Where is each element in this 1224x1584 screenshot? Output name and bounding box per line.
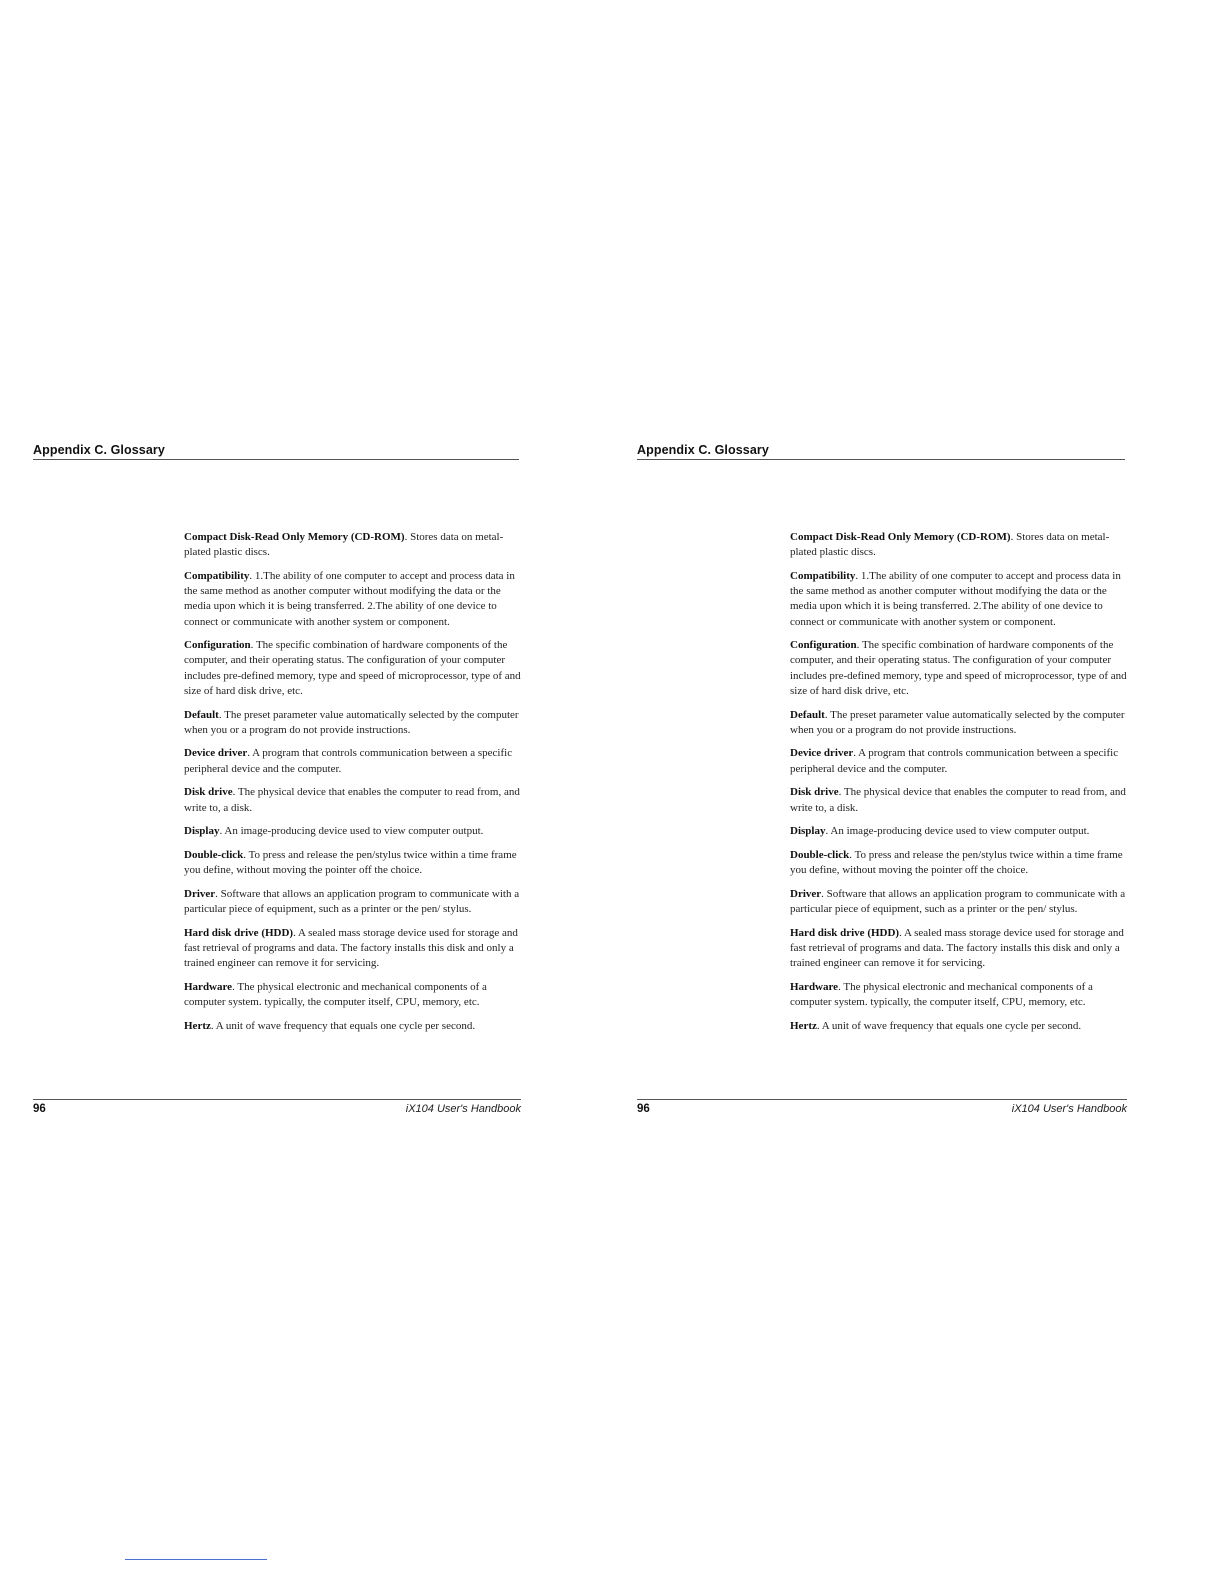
glossary-definition: The physical device that enables the computer to read from, and write to, a disk. xyxy=(184,786,520,814)
glossary-term: Hardware xyxy=(790,980,839,993)
glossary-term: Default xyxy=(184,708,219,721)
glossary-definition: The specific combination of hardware components of the computer, and their operating status. The configuration of your computer includes pre-defined memory, type and speed of microprocessor, type of and size of hard disk drive, etc. xyxy=(790,639,1127,697)
glossary-entry: Hardware. The physical electronic and mechanical components of a computer system. typically, the computer itself, CPU, memory, etc. xyxy=(184,980,487,1009)
glossary-term: Driver xyxy=(184,887,216,900)
glossary-term: Disk drive xyxy=(184,786,233,799)
glossary-definition: The specific combination of hardware components of the computer, and their operating status. The configuration of your computer includes pre-defined memory, type and speed of microprocessor, type of and size of hard disk drive, etc. xyxy=(184,639,521,697)
glossary-definition: An image-producing device used to view computer output. xyxy=(830,825,1090,838)
glossary-term: Double-click xyxy=(184,848,244,861)
glossary-list xyxy=(790,530,1128,1042)
page-number: 96 xyxy=(637,1103,650,1115)
glossary-term: Default xyxy=(790,708,825,721)
glossary-entry: Driver. Software that allows an application program to communicate with a particular piece of equipment, such as a printer or the pen/ stylus. xyxy=(184,887,520,916)
glossary-definition: The physical device that enables the computer to read from, and write to, a disk. xyxy=(790,786,1126,814)
glossary-definition: 1.The ability of one computer to accept and process data in the same method as another computer without modifying the data or the media upon which it is being transferred. 2.The ability of one device to connect or communicate with another system or component. xyxy=(790,569,1121,628)
glossary-definition: To press and release the pen/stylus twice within a time frame you define, without moving the pointer off the choice. xyxy=(790,848,1123,877)
glossary-list xyxy=(184,530,522,1042)
glossary-definition: A sealed mass storage device used for storage and fast retrieval of programs and data. The factory installs this disk and only a trained engineer can remove it for servicing. xyxy=(790,926,1124,970)
glossary-term: Hardware xyxy=(184,980,233,993)
glossary-entry: Disk drive. The physical device that enables the computer to read from, and write to, a disk. xyxy=(790,786,1126,814)
glossary-definition: An image-producing device used to view computer output. xyxy=(224,825,484,838)
glossary-definition: A program that controls communication between a specific peripheral device and the computer. xyxy=(184,747,513,775)
page-right xyxy=(605,0,1165,1584)
glossary-entry: Configuration. The specific combination of hardware components of the computer, and their operating status. The configuration of your computer includes pre-defined memory, type and speed of microprocessor, type of and size of hard disk drive, etc. xyxy=(790,639,1127,697)
glossary-term: Hard disk drive (HDD) xyxy=(184,926,294,939)
glossary-definition: Software that allows an application program to communicate with a particular piece of equipment, such as a printer or the pen/ stylus. xyxy=(184,887,520,916)
glossary-entry: Hertz. A unit of wave frequency that equals one cycle per second. xyxy=(184,1019,476,1032)
glossary-entry: Double-click. To press and release the pen/stylus twice within a time frame you define, without moving the pointer off the choice. xyxy=(184,848,517,877)
header-rule xyxy=(637,459,1125,460)
glossary-definition: Stores data on metal-plated plastic discs. xyxy=(184,531,504,559)
glossary-entry: Hard disk drive (HDD). A sealed mass storage device used for storage and fast retrieval of programs and data. The factory installs this disk and only a trained engineer can remove it for servicing. xyxy=(184,926,518,970)
glossary-entry: Display. An image-producing device used to view computer output. xyxy=(790,825,1090,838)
glossary-term: Disk drive xyxy=(790,786,839,799)
glossary-entry: Disk drive. The physical device that enables the computer to read from, and write to, a disk. xyxy=(184,786,520,814)
glossary-term: Hertz xyxy=(790,1019,817,1032)
book-title: iX104 User's Handbook xyxy=(1011,1103,1127,1115)
glossary-definition: The physical electronic and mechanical components of a computer system. typically, the computer itself, CPU, memory, etc. xyxy=(790,980,1093,1009)
glossary-definition: 1.The ability of one computer to accept and process data in the same method as another computer without modifying the data or the media upon which it is being transferred. 2.The ability of one device to connect or communicate with another system or component. xyxy=(184,569,515,628)
glossary-term: Display xyxy=(184,825,220,838)
glossary-entry: Device driver. A program that controls communication between a specific peripheral device and the computer. xyxy=(184,747,513,775)
glossary-entry: Driver. Software that allows an application program to communicate with a particular piece of equipment, such as a printer or the pen/ stylus. xyxy=(790,887,1126,916)
glossary-entry: Double-click. To press and release the pen/stylus twice within a time frame you define, without moving the pointer off the choice. xyxy=(790,848,1123,877)
glossary-entry: Hertz. A unit of wave frequency that equals one cycle per second. xyxy=(790,1019,1082,1032)
glossary-term: Compact Disk-Read Only Memory (CD-ROM) xyxy=(790,531,1011,543)
glossary-definition: Software that allows an application program to communicate with a particular piece of equipment, such as a printer or the pen/ stylus. xyxy=(790,887,1126,916)
glossary-definition: A program that controls communication between a specific peripheral device and the computer. xyxy=(790,747,1119,775)
glossary-definition: The preset parameter value automatically selected by the computer when you or a program do not provide instructions. xyxy=(184,708,519,736)
glossary-entry: Hardware. The physical electronic and mechanical components of a computer system. typically, the computer itself, CPU, memory, etc. xyxy=(790,980,1093,1009)
glossary-entry: Compact Disk-Read Only Memory (CD-ROM). Stores data on metal-plated plastic discs. xyxy=(184,531,504,559)
footer-rule xyxy=(637,1099,1127,1100)
page-number: 96 xyxy=(33,1103,46,1115)
header-rule xyxy=(33,459,519,460)
glossary-definition: To press and release the pen/stylus twice within a time frame you define, without moving the pointer off the choice. xyxy=(184,848,517,877)
glossary-term: Configuration xyxy=(184,639,251,652)
glossary-term: Device driver xyxy=(184,747,248,760)
glossary-entry: Configuration. The specific combination of hardware components of the computer, and their operating status. The configuration of your computer includes pre-defined memory, type and speed of microprocessor, type of and size of hard disk drive, etc. xyxy=(184,639,521,697)
glossary-term: Double-click xyxy=(790,848,850,861)
glossary-entry: Default. The preset parameter value automatically selected by the computer when you or a program do not provide instructions. xyxy=(790,708,1125,736)
footer-rule xyxy=(33,1099,521,1100)
glossary-term: Device driver xyxy=(790,747,854,760)
glossary-term: Compatibility xyxy=(790,569,856,582)
book-title: iX104 User's Handbook xyxy=(405,1103,521,1115)
glossary-definition: A unit of wave frequency that equals one cycle per second. xyxy=(215,1019,476,1032)
glossary-entry: Device driver. A program that controls communication between a specific peripheral device and the computer. xyxy=(790,747,1119,775)
link-underline xyxy=(125,1559,267,1560)
glossary-term: Compatibility xyxy=(184,569,250,582)
glossary-term: Compact Disk-Read Only Memory (CD-ROM) xyxy=(184,531,405,543)
glossary-entry: Compact Disk-Read Only Memory (CD-ROM). Stores data on metal-plated plastic discs. xyxy=(790,531,1110,559)
glossary-term: Configuration xyxy=(790,639,857,652)
glossary-definition: A sealed mass storage device used for storage and fast retrieval of programs and data. The factory installs this disk and only a trained engineer can remove it for servicing. xyxy=(184,926,518,970)
glossary-term: Hertz xyxy=(184,1019,211,1032)
glossary-definition: Stores data on metal-plated plastic discs. xyxy=(790,531,1110,559)
glossary-term: Driver xyxy=(790,887,822,900)
glossary-term: Display xyxy=(790,825,826,838)
header-title: Appendix C. Glossary xyxy=(637,443,769,457)
glossary-entry: Default. The preset parameter value automatically selected by the computer when you or a program do not provide instructions. xyxy=(184,708,519,736)
glossary-definition: The physical electronic and mechanical components of a computer system. typically, the computer itself, CPU, memory, etc. xyxy=(184,980,487,1009)
glossary-entry: Display. An image-producing device used to view computer output. xyxy=(184,825,484,838)
glossary-entry: Hard disk drive (HDD). A sealed mass storage device used for storage and fast retrieval of programs and data. The factory installs this disk and only a trained engineer can remove it for servicing. xyxy=(790,926,1124,970)
glossary-definition: A unit of wave frequency that equals one cycle per second. xyxy=(821,1019,1082,1032)
glossary-entry: Compatibility. 1.The ability of one computer to accept and process data in the same method as another computer without modifying the data or the media upon which it is being transferred. 2.The ability of one device to connect or communicate with another system or component. xyxy=(790,569,1121,628)
page-left xyxy=(0,0,560,1584)
glossary-entry: Compatibility. 1.The ability of one computer to accept and process data in the same method as another computer without modifying the data or the media upon which it is being transferred. 2.The ability of one device to connect or communicate with another system or component. xyxy=(184,569,515,628)
glossary-term: Hard disk drive (HDD) xyxy=(790,926,900,939)
glossary-definition: The preset parameter value automatically selected by the computer when you or a program do not provide instructions. xyxy=(790,708,1125,736)
header-title: Appendix C. Glossary xyxy=(33,443,165,457)
